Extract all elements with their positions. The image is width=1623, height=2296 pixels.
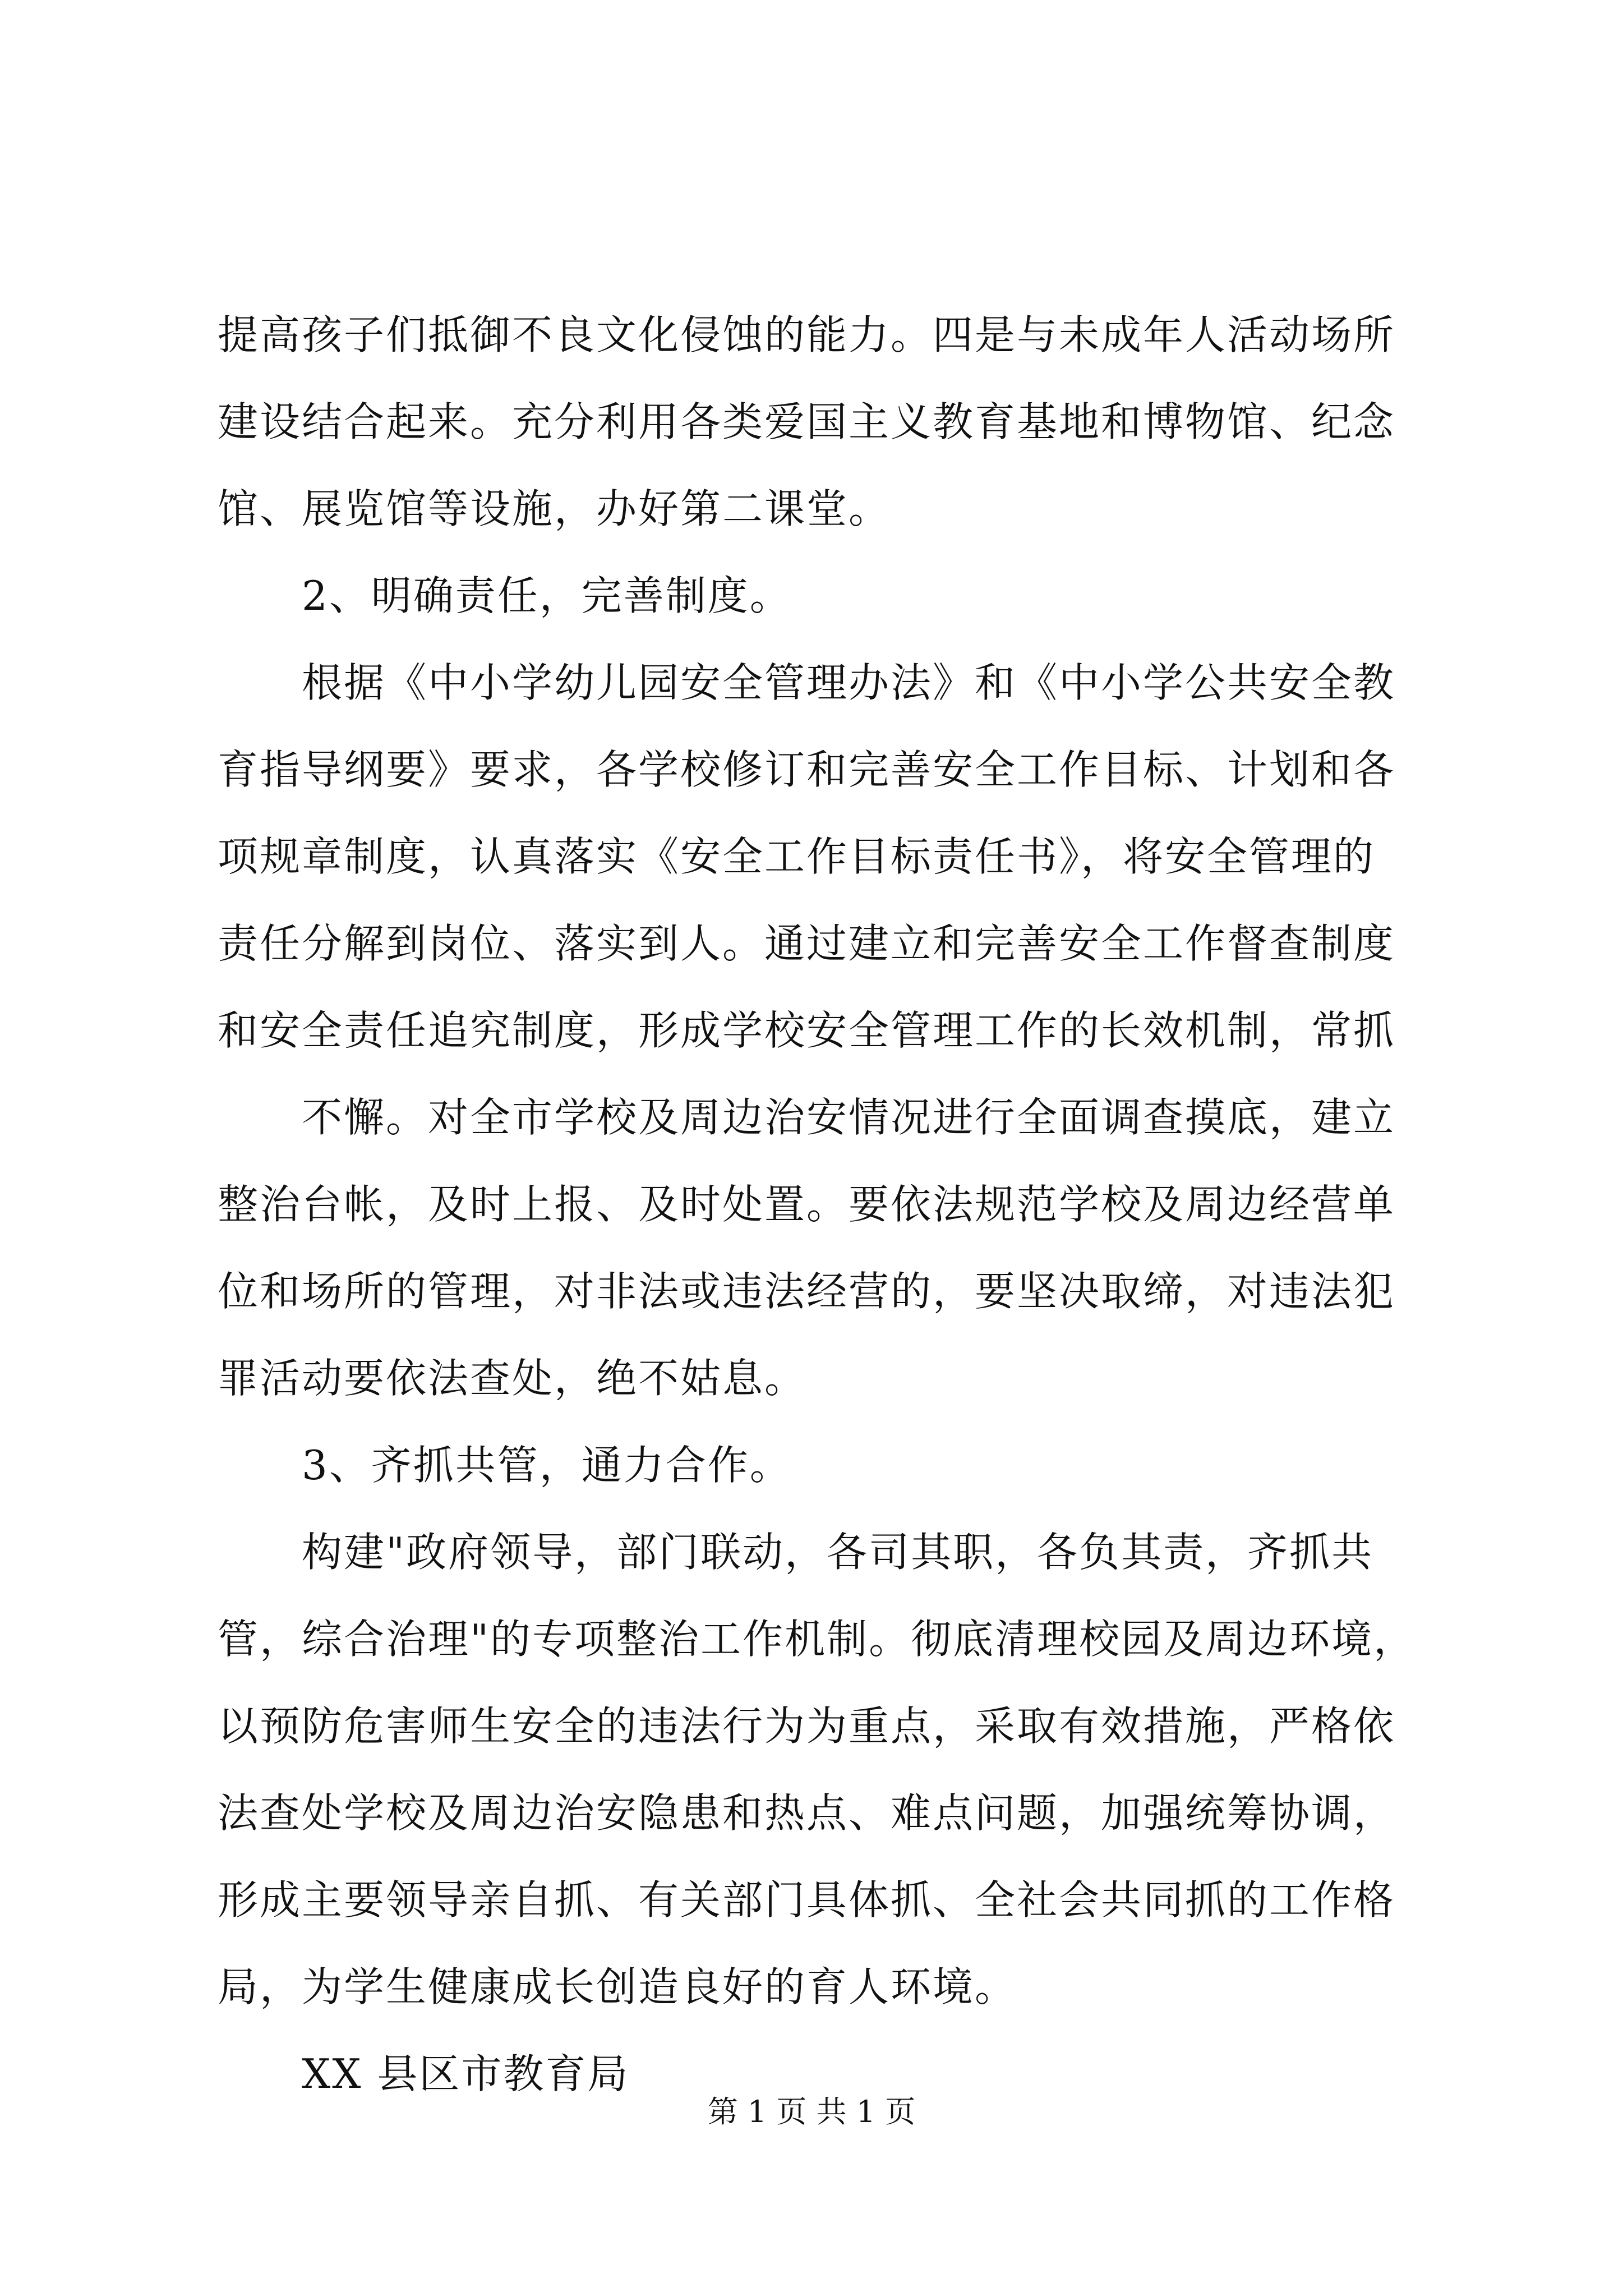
page-footer: 第 1 页 共 1 页: [707, 2094, 916, 2129]
text-line: 局，为学生健康成长创造良好的育人环境。: [218, 1963, 1017, 2010]
signature-line: XX 县区市教育局: [302, 2050, 630, 2097]
text-line: 建设结合起来。充分利用各类爱国主义教育基地和博物馆、纪念: [218, 398, 1396, 445]
text-line: 罪活动要依法查处，绝不姑息。: [218, 1355, 807, 1402]
text-line: 和安全责任追究制度，形成学校安全管理工作的长效机制，常抓: [218, 1007, 1396, 1054]
text-line: 以预防危害师生安全的违法行为为重点，采取有效措施，严格依: [218, 1703, 1396, 1750]
text-line: 构建"政府领导，部门联动，各司其职，各负其责，齐抓共: [302, 1529, 1374, 1576]
text-line: 形成主要领导亲自抓、有关部门具体抓、全社会共同抓的工作格: [218, 1876, 1396, 1924]
text-line: 根据《中小学幼儿园安全管理办法》和《中小学公共安全教: [302, 659, 1396, 706]
section-heading: 3、齐抓共管，通力合作。: [302, 1442, 792, 1489]
section-heading: 2、明确责任，完善制度。: [302, 572, 792, 619]
text-line: 位和场所的管理，对非法或违法经营的，要坚决取缔，对违法犯: [218, 1268, 1396, 1315]
text-line: 整治台帐，及时上报、及时处置。要依法规范学校及周边经营单: [218, 1181, 1396, 1228]
text-line: 项规章制度，认真落实《安全工作目标责任书》，将安全管理的: [218, 833, 1376, 880]
text-line: 馆、展览馆等设施，办好第二课堂。: [218, 485, 891, 532]
text-line: 不懈。对全市学校及周边治安情况进行全面调查摸底，建立: [302, 1094, 1396, 1141]
text-line: 提高孩子们抵御不良文化侵蚀的能力。四是与未成年人活动场所: [218, 311, 1396, 358]
document-body: [218, 292, 1440, 2118]
text-line: 责任分解到岗位、落实到人。通过建立和完善安全工作督查制度: [218, 920, 1396, 967]
text-line: 管，综合治理"的专项整治工作机制。彻底清理校园及周边环境，: [218, 1616, 1416, 1663]
text-line: 育指导纲要》要求，各学校修订和完善安全工作目标、计划和各: [218, 746, 1396, 793]
text-line: 法查处学校及周边治安隐患和热点、难点问题，加强统筹协调，: [218, 1789, 1396, 1837]
